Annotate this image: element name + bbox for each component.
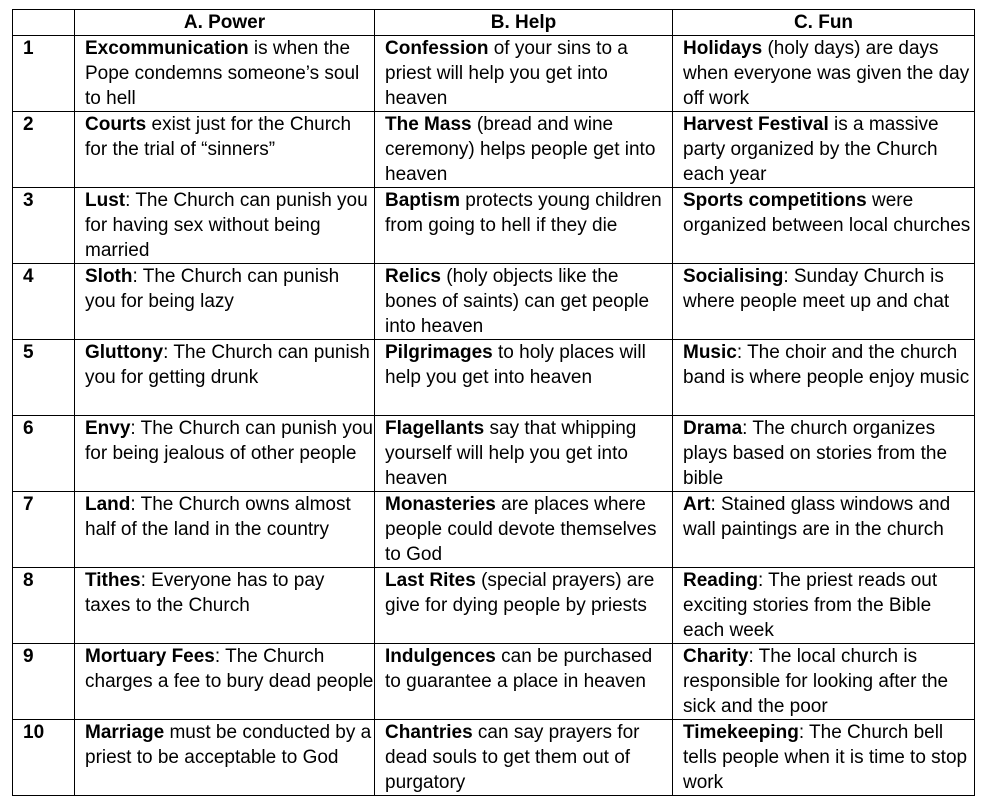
fun-cell	[673, 36, 975, 112]
table-row	[13, 492, 975, 568]
power-keyword: Gluttony	[85, 342, 164, 363]
help-cell	[375, 568, 673, 644]
fun-cell	[673, 644, 975, 720]
fun-keyword: Art	[683, 494, 711, 515]
table-row	[13, 720, 975, 796]
table-row	[13, 264, 975, 340]
fun-cell	[673, 112, 975, 188]
power-cell	[75, 340, 375, 416]
row-number: 2	[13, 112, 75, 188]
help-cell	[375, 644, 673, 720]
header-fun: C. Fun	[673, 10, 975, 36]
help-cell	[375, 112, 673, 188]
table-row	[13, 188, 975, 264]
fun-description: : The local church is responsible for looking after the sick and the poor	[683, 646, 949, 717]
power-keyword: Sloth	[85, 266, 133, 287]
power-keyword: Lust	[85, 190, 126, 211]
power-cell	[75, 188, 375, 264]
fun-description: were organized between local churches	[683, 190, 971, 236]
power-description: : The Church can punish you for getting drunk	[85, 342, 370, 388]
fun-description: : The Church bell tells people when it is time to stop work	[683, 722, 968, 793]
table-row	[13, 644, 975, 720]
power-keyword: Tithes	[85, 570, 141, 591]
row-number: 3	[13, 188, 75, 264]
fun-keyword: Socialising	[683, 266, 784, 287]
header-power: A. Power	[75, 10, 375, 36]
fun-description: : Stained glass windows and wall paintings are in the church	[683, 494, 951, 540]
help-description: to holy places will help you get into heaven	[385, 342, 646, 388]
help-keyword: Flagellants	[385, 418, 485, 439]
power-description: : The Church can punish you for being jealous of other people	[85, 418, 373, 464]
help-keyword: Pilgrimages	[385, 342, 493, 363]
fun-cell	[673, 568, 975, 644]
help-cell	[375, 188, 673, 264]
power-cell	[75, 264, 375, 340]
fun-description: : The priest reads out exciting stories from the Bible each week	[683, 570, 938, 641]
power-cell	[75, 416, 375, 492]
power-description: is when the Pope condemns someone’s soul to hell	[85, 38, 360, 109]
help-keyword: The Mass	[385, 114, 472, 135]
help-cell	[375, 492, 673, 568]
row-number: 5	[13, 340, 75, 416]
help-description: can say prayers for dead souls to get them out of purgatory	[385, 722, 640, 793]
power-description: : The Church owns almost half of the land in the country	[85, 494, 351, 540]
table-row	[13, 568, 975, 644]
power-description: : The Church can punish you for having sex without being married	[85, 190, 368, 261]
power-cell	[75, 568, 375, 644]
help-keyword: Baptism	[385, 190, 460, 211]
power-description: : Everyone has to pay taxes to the Church	[85, 570, 325, 616]
fun-keyword: Reading	[683, 570, 758, 591]
help-cell	[375, 36, 673, 112]
row-number: 7	[13, 492, 75, 568]
header-help: B. Help	[375, 10, 673, 36]
help-keyword: Relics	[385, 266, 441, 287]
power-cell	[75, 492, 375, 568]
help-description: (bread and wine ceremony) helps people get into heaven	[385, 114, 656, 185]
help-cell	[375, 340, 673, 416]
table-row	[13, 36, 975, 112]
church-table	[12, 9, 975, 796]
row-number: 8	[13, 568, 75, 644]
power-cell	[75, 644, 375, 720]
fun-cell	[673, 264, 975, 340]
help-description: are places where people could devote themselves to God	[385, 494, 657, 565]
help-description: say that whipping yourself will help you get into heaven	[385, 418, 637, 489]
fun-cell	[673, 416, 975, 492]
table-row	[13, 340, 975, 416]
power-cell	[75, 36, 375, 112]
fun-keyword: Charity	[683, 646, 749, 667]
power-keyword: Excommunication	[85, 38, 249, 59]
power-keyword: Marriage	[85, 722, 165, 743]
help-keyword: Indulgences	[385, 646, 496, 667]
power-keyword: Courts	[85, 114, 147, 135]
fun-description: (holy days) are days when everyone was given the day off work	[683, 38, 970, 109]
help-cell	[375, 416, 673, 492]
help-cell	[375, 720, 673, 796]
table-row	[13, 416, 975, 492]
fun-description: : Sunday Church is where people meet up and chat	[683, 266, 950, 312]
fun-cell	[673, 188, 975, 264]
fun-keyword: Harvest Festival	[683, 114, 829, 135]
fun-description: is a massive party organized by the Church each year	[683, 114, 939, 185]
table-body	[13, 36, 975, 796]
fun-description: : The church organizes plays based on stories from the bible	[683, 418, 948, 489]
power-description: : The Church charges a fee to bury dead people	[85, 646, 374, 692]
fun-description: : The choir and the church band is where people enjoy music	[683, 342, 970, 388]
row-number: 10	[13, 720, 75, 796]
help-keyword: Last Rites	[385, 570, 476, 591]
fun-keyword: Drama	[683, 418, 743, 439]
help-description: of your sins to a priest will help you get into heaven	[385, 38, 628, 109]
power-keyword: Envy	[85, 418, 131, 439]
help-description: protects young children from going to hell if they die	[385, 190, 662, 236]
row-number: 6	[13, 416, 75, 492]
fun-keyword: Music	[683, 342, 737, 363]
help-description: (special prayers) are give for dying people by priests	[385, 570, 655, 616]
row-number: 4	[13, 264, 75, 340]
power-cell	[75, 112, 375, 188]
help-cell	[375, 264, 673, 340]
power-cell	[75, 720, 375, 796]
power-keyword: Land	[85, 494, 131, 515]
help-description: (holy objects like the bones of saints) can get people into heaven	[385, 266, 650, 337]
help-keyword: Confession	[385, 38, 489, 59]
help-description: can be purchased to guarantee a place in heaven	[385, 646, 653, 692]
fun-cell	[673, 720, 975, 796]
help-keyword: Monasteries	[385, 494, 496, 515]
fun-keyword: Sports competitions	[683, 190, 867, 211]
power-description: : The Church can punish you for being lazy	[85, 266, 340, 312]
power-keyword: Mortuary Fees	[85, 646, 215, 667]
fun-keyword: Holidays	[683, 38, 763, 59]
fun-keyword: Timekeeping	[683, 722, 799, 743]
header-number	[13, 10, 75, 36]
fun-cell	[673, 492, 975, 568]
header-row	[13, 10, 975, 36]
help-keyword: Chantries	[385, 722, 473, 743]
power-description: exist just for the Church for the trial of “sinners”	[85, 114, 352, 160]
table-row	[13, 112, 975, 188]
row-number: 1	[13, 36, 75, 112]
power-description: must be conducted by a priest to be acceptable to God	[85, 722, 372, 768]
fun-cell	[673, 340, 975, 416]
row-number: 9	[13, 644, 75, 720]
